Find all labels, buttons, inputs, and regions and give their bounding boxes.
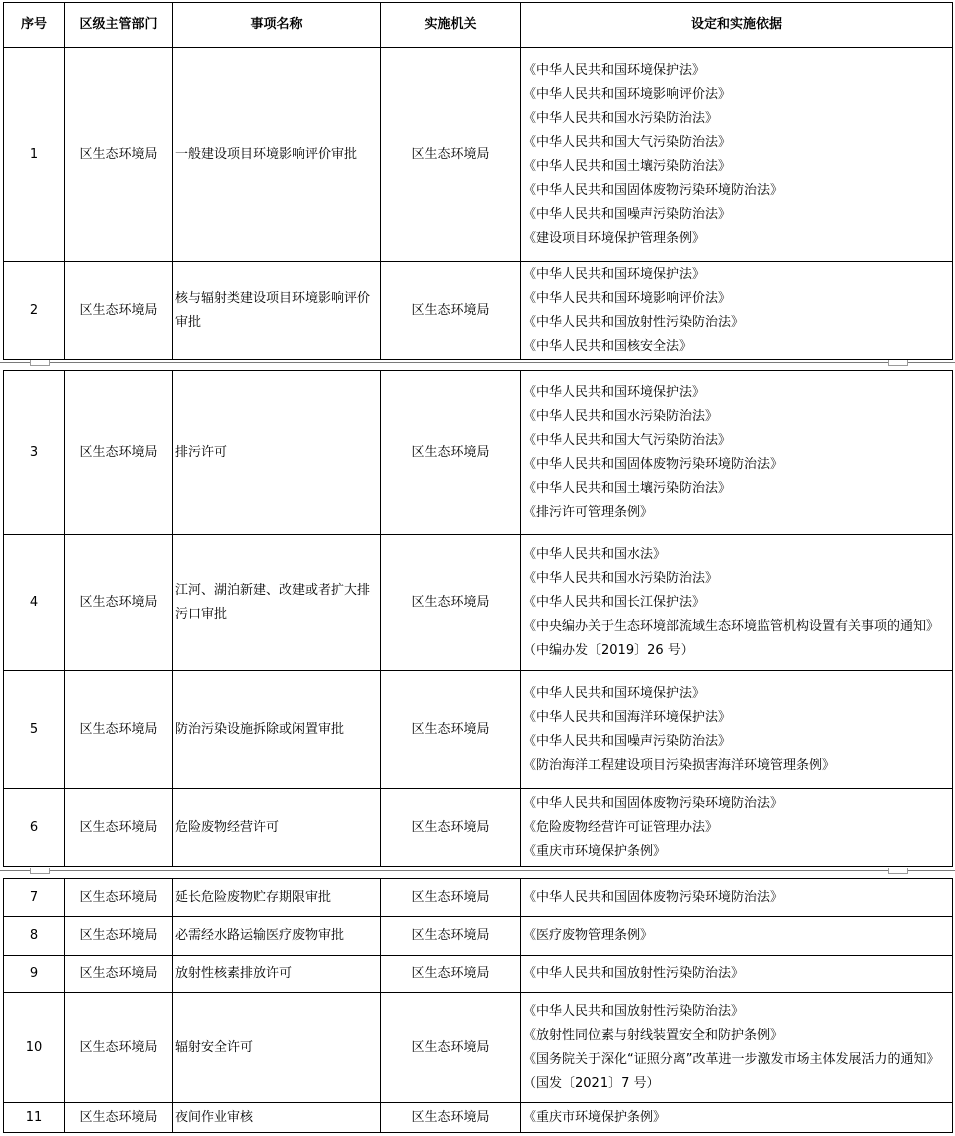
legal-basis-item: 《中华人民共和国环境影响评价法》 [523, 86, 732, 102]
table-row [4, 993, 953, 1103]
row-implementing-org: 区生态环境局 [381, 671, 521, 789]
table-row [4, 789, 953, 867]
row-legal-basis [521, 535, 953, 671]
table-body-page-2 [4, 371, 953, 867]
items-table-page-1 [3, 2, 953, 360]
page-break-line [0, 870, 955, 871]
legal-basis-item: 《中华人民共和国环境影响评价法》 [523, 290, 732, 306]
row-implementing-org: 区生态环境局 [381, 879, 521, 917]
legal-basis-item: 《中华人民共和国放射性污染防治法》 [523, 314, 745, 330]
legal-basis-item: 《中华人民共和国噪声污染防治法》 [523, 206, 732, 222]
table-row [4, 1103, 953, 1133]
page-corner-right [888, 360, 908, 366]
row-number: 8 [4, 917, 65, 956]
table-row [4, 262, 953, 360]
legal-basis-item: 《中华人民共和国环境保护法》 [523, 685, 706, 701]
row-number: 4 [4, 535, 65, 671]
header-name: 事项名称 [173, 3, 381, 48]
row-department: 区生态环境局 [65, 879, 173, 917]
row-legal-basis [521, 879, 953, 917]
header-basis: 设定和实施依据 [521, 3, 953, 48]
legal-basis-item: 《国务院关于深化“证照分离”改革进一步激发市场主体发展活力的通知》（国发〔2021〕7 号） [523, 1051, 940, 1091]
row-implementing-org: 区生态环境局 [381, 917, 521, 956]
row-item-name: 防治污染设施拆除或闲置审批 [173, 671, 381, 789]
items-table-page-3 [3, 878, 953, 1133]
legal-basis-item: 《中华人民共和国环境保护法》 [523, 62, 706, 78]
row-department: 区生态环境局 [65, 789, 173, 867]
row-department: 区生态环境局 [65, 48, 173, 262]
table-header-row [4, 3, 953, 48]
legal-basis-item: 《中华人民共和国海洋环境保护法》 [523, 709, 732, 725]
row-number: 5 [4, 671, 65, 789]
header-no: 序号 [4, 3, 65, 48]
table-row [4, 956, 953, 993]
row-legal-basis [521, 671, 953, 789]
legal-basis-item: 《重庆市环境保护条例》 [523, 1109, 667, 1125]
row-implementing-org: 区生态环境局 [381, 262, 521, 360]
row-number: 7 [4, 879, 65, 917]
row-item-name: 排污许可 [173, 371, 381, 535]
row-implementing-org: 区生态环境局 [381, 371, 521, 535]
legal-basis-item: 《中华人民共和国水污染防治法》 [523, 110, 719, 126]
legal-basis-item: 《中华人民共和国放射性污染防治法》 [523, 1003, 745, 1019]
page-break-line [0, 362, 955, 363]
legal-basis-item: 《中华人民共和国大气污染防治法》 [523, 134, 732, 150]
legal-basis-item: 《中华人民共和国固体废物污染环境防治法》 [523, 795, 784, 811]
row-department: 区生态环境局 [65, 671, 173, 789]
legal-basis-item: 《中华人民共和国固体废物污染环境防治法》 [523, 456, 784, 472]
legal-basis-item: 《中华人民共和国土壤污染防治法》 [523, 158, 732, 174]
row-legal-basis [521, 1103, 953, 1133]
row-implementing-org: 区生态环境局 [381, 535, 521, 671]
row-item-name: 必需经水路运输医疗废物审批 [173, 917, 381, 956]
row-item-name: 延长危险废物贮存期限审批 [173, 879, 381, 917]
page-corner-left [30, 360, 50, 366]
row-legal-basis [521, 917, 953, 956]
page-corner-right [888, 868, 908, 874]
legal-basis-item: 《中华人民共和国水法》 [523, 546, 667, 562]
row-item-name: 核与辐射类建设项目环境影响评价审批 [173, 262, 381, 360]
legal-basis-item: 《中华人民共和国土壤污染防治法》 [523, 480, 732, 496]
header-org: 实施机关 [381, 3, 521, 48]
table-row [4, 48, 953, 262]
row-number: 3 [4, 371, 65, 535]
row-item-name: 夜间作业审核 [173, 1103, 381, 1133]
legal-basis-item: 《中华人民共和国固体废物污染环境防治法》 [523, 182, 784, 198]
row-legal-basis [521, 371, 953, 535]
items-table-page-2 [3, 370, 953, 867]
legal-basis-item: 《中央编办关于生态环境部流域生态环境监管机构设置有关事项的通知》（中编办发〔2019〕26 号） [523, 618, 940, 658]
row-number: 2 [4, 262, 65, 360]
page-break-1 [0, 360, 955, 366]
legal-basis-item: 《放射性同位素与射线装置安全和防护条例》 [523, 1027, 784, 1043]
legal-basis-item: 《中华人民共和国水污染防治法》 [523, 408, 719, 424]
legal-basis-item: 《中华人民共和国水污染防治法》 [523, 570, 719, 586]
table-row [4, 535, 953, 671]
row-department: 区生态环境局 [65, 535, 173, 671]
row-implementing-org: 区生态环境局 [381, 993, 521, 1103]
row-department: 区生态环境局 [65, 371, 173, 535]
legal-basis-item: 《重庆市环境保护条例》 [523, 843, 667, 859]
legal-basis-item: 《中华人民共和国长江保护法》 [523, 594, 706, 610]
legal-basis-item: 《中华人民共和国放射性污染防治法》 [523, 966, 745, 981]
legal-basis-item: 《防治海洋工程建设项目污染损害海洋环境管理条例》 [523, 757, 836, 773]
row-implementing-org: 区生态环境局 [381, 1103, 521, 1133]
row-legal-basis [521, 789, 953, 867]
row-number: 6 [4, 789, 65, 867]
legal-basis-item: 《建设项目环境保护管理条例》 [523, 230, 706, 246]
legal-basis-item: 《中华人民共和国大气污染防治法》 [523, 432, 732, 448]
legal-basis-item: 《中华人民共和国环境保护法》 [523, 384, 706, 400]
row-legal-basis [521, 956, 953, 993]
table-body-page-3 [4, 879, 953, 1133]
row-implementing-org: 区生态环境局 [381, 48, 521, 262]
row-implementing-org: 区生态环境局 [381, 789, 521, 867]
legal-basis-item: 《排污许可管理条例》 [523, 504, 654, 520]
row-item-name: 辐射安全许可 [173, 993, 381, 1103]
table-row [4, 671, 953, 789]
row-item-name: 放射性核素排放许可 [173, 956, 381, 993]
table-row [4, 917, 953, 956]
row-item-name: 一般建设项目环境影响评价审批 [173, 48, 381, 262]
table-body-page-1 [4, 48, 953, 360]
row-legal-basis [521, 262, 953, 360]
legal-basis-item: 《中华人民共和国固体废物污染环境防治法》 [523, 889, 784, 905]
table-row [4, 371, 953, 535]
row-department: 区生态环境局 [65, 917, 173, 956]
row-department: 区生态环境局 [65, 262, 173, 360]
row-number: 11 [4, 1103, 65, 1133]
row-item-name: 危险废物经营许可 [173, 789, 381, 867]
legal-basis-item: 《危险废物经营许可证管理办法》 [523, 819, 719, 835]
row-department: 区生态环境局 [65, 956, 173, 993]
page-corner-left [30, 868, 50, 874]
row-number: 10 [4, 993, 65, 1103]
row-item-name: 江河、湖泊新建、改建或者扩大排污口审批 [173, 535, 381, 671]
row-legal-basis [521, 48, 953, 262]
header-dept: 区级主管部门 [65, 3, 173, 48]
page-break-2 [0, 868, 955, 874]
row-implementing-org: 区生态环境局 [381, 956, 521, 993]
legal-basis-item: 《医疗废物管理条例》 [523, 928, 654, 943]
legal-basis-item: 《中华人民共和国环境保护法》 [523, 266, 706, 282]
row-number: 1 [4, 48, 65, 262]
legal-basis-item: 《中华人民共和国核安全法》 [523, 338, 693, 354]
row-department: 区生态环境局 [65, 993, 173, 1103]
row-legal-basis [521, 993, 953, 1103]
row-number: 9 [4, 956, 65, 993]
table-row [4, 879, 953, 917]
legal-basis-item: 《中华人民共和国噪声污染防治法》 [523, 733, 732, 749]
row-department: 区生态环境局 [65, 1103, 173, 1133]
